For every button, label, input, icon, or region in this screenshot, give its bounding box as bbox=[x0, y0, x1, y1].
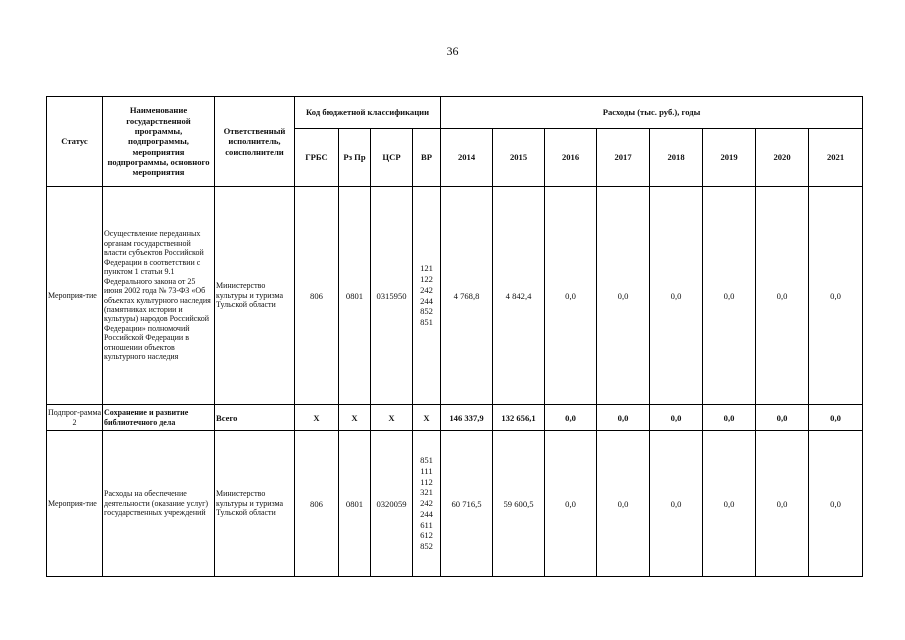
header-year-2015: 2015 bbox=[493, 129, 545, 187]
vr-code: 851 bbox=[420, 316, 433, 327]
vr-code: 111 bbox=[420, 465, 433, 476]
header-year-2020: 2020 bbox=[756, 129, 809, 187]
row-vr: Х bbox=[413, 405, 441, 431]
header-year-2016: 2016 bbox=[545, 129, 597, 187]
row-grbs: 806 bbox=[295, 431, 339, 577]
value-2020: 0,0 bbox=[756, 187, 809, 405]
row-vr bbox=[413, 187, 441, 405]
value-2015: 132 656,1 bbox=[493, 405, 545, 431]
value-2017: 0,0 bbox=[597, 431, 650, 577]
value-2016: 0,0 bbox=[545, 187, 597, 405]
value-2019: 0,0 bbox=[703, 405, 756, 431]
vr-code: 121 bbox=[420, 263, 433, 274]
value-2017: 0,0 bbox=[597, 405, 650, 431]
row-vr bbox=[413, 431, 441, 577]
value-2015: 4 842,4 bbox=[493, 187, 545, 405]
header-grbs: ГРБС bbox=[295, 129, 339, 187]
value-2021: 0,0 bbox=[809, 431, 863, 577]
value-2017: 0,0 bbox=[597, 187, 650, 405]
value-2020: 0,0 bbox=[756, 405, 809, 431]
vr-code: 112 bbox=[420, 476, 433, 487]
header-rzpr: Рз Пр bbox=[339, 129, 371, 187]
header-year-2019: 2019 bbox=[703, 129, 756, 187]
row-status: Мероприя-тие bbox=[47, 431, 103, 577]
row-responsible: Всего bbox=[215, 405, 295, 431]
row-csr: 0315950 bbox=[371, 187, 413, 405]
value-2021: 0,0 bbox=[809, 187, 863, 405]
row-name: Сохранение и развитие библиотечного дела bbox=[103, 405, 215, 431]
vr-code: 852 bbox=[420, 306, 433, 317]
header-year-2014: 2014 bbox=[441, 129, 493, 187]
value-2014: 146 337,9 bbox=[441, 405, 493, 431]
value-2019: 0,0 bbox=[703, 187, 756, 405]
vr-code: 122 bbox=[420, 274, 433, 285]
row-rzpr: Х bbox=[339, 405, 371, 431]
value-2014: 60 716,5 bbox=[441, 431, 493, 577]
value-2020: 0,0 bbox=[756, 431, 809, 577]
header-responsible: Ответственный исполнитель, соисполнители bbox=[215, 97, 295, 187]
value-2015: 59 600,5 bbox=[493, 431, 545, 577]
header-vr: ВР bbox=[413, 129, 441, 187]
row-csr: Х bbox=[371, 405, 413, 431]
header-status: Статус bbox=[47, 97, 103, 187]
header-year-2018: 2018 bbox=[650, 129, 703, 187]
header-year-2021: 2021 bbox=[809, 129, 863, 187]
value-2014: 4 768,8 bbox=[441, 187, 493, 405]
table-row bbox=[47, 187, 863, 405]
value-2021: 0,0 bbox=[809, 405, 863, 431]
row-csr: 0320059 bbox=[371, 431, 413, 577]
row-name: Осуществление переданных органам государственной власти субъектов Российской Федерации в соответствии с пунктом 1 статьи 9.1 Федерального закона от 25 июня 2002 года № 73-ФЗ «Об объектах культурного наследия (памятниках истории и культуры) народов Российской Федерации» полномочий Российской Федерации в отношении объектов культурного наследия bbox=[103, 187, 215, 405]
vr-code: 611 bbox=[420, 519, 433, 530]
header-expenses: Расходы (тыс. руб.), годы bbox=[441, 97, 863, 129]
vr-code: 244 bbox=[420, 508, 433, 519]
header-row-1 bbox=[47, 97, 863, 129]
value-2018: 0,0 bbox=[650, 405, 703, 431]
row-rzpr: 0801 bbox=[339, 431, 371, 577]
page-number: 36 bbox=[446, 44, 459, 58]
vr-code: 242 bbox=[420, 284, 433, 295]
budget-table bbox=[46, 96, 863, 577]
vr-code: 321 bbox=[420, 487, 433, 498]
row-grbs: Х bbox=[295, 405, 339, 431]
vr-code: 244 bbox=[420, 295, 433, 306]
value-2019: 0,0 bbox=[703, 431, 756, 577]
header-name: Наименование государственной программы, подпрограммы, мероприятия подпрограммы, основного мероприятия bbox=[103, 97, 215, 187]
row-rzpr: 0801 bbox=[339, 187, 371, 405]
vr-code: 851 bbox=[420, 455, 433, 466]
value-2016: 0,0 bbox=[545, 431, 597, 577]
header-csr: ЦСР bbox=[371, 129, 413, 187]
row-status: Подпрог-рамма 2 bbox=[47, 405, 103, 431]
table-row bbox=[47, 431, 863, 577]
row-responsible: Министерство культуры и туризма Тульской области bbox=[215, 431, 295, 577]
vr-code: 242 bbox=[420, 498, 433, 509]
header-year-2017: 2017 bbox=[597, 129, 650, 187]
vr-code: 612 bbox=[420, 530, 433, 541]
value-2018: 0,0 bbox=[650, 187, 703, 405]
row-name: Расходы на обеспечение деятельности (оказание услуг) государственных учреждений bbox=[103, 431, 215, 577]
header-budget-code: Код бюджетной классификации bbox=[295, 97, 441, 129]
row-status: Мероприя-тие bbox=[47, 187, 103, 405]
value-2018: 0,0 bbox=[650, 431, 703, 577]
row-grbs: 806 bbox=[295, 187, 339, 405]
value-2016: 0,0 bbox=[545, 405, 597, 431]
vr-code: 852 bbox=[420, 541, 433, 552]
table-row bbox=[47, 405, 863, 431]
row-responsible: Министерство культуры и туризма Тульской области bbox=[215, 187, 295, 405]
